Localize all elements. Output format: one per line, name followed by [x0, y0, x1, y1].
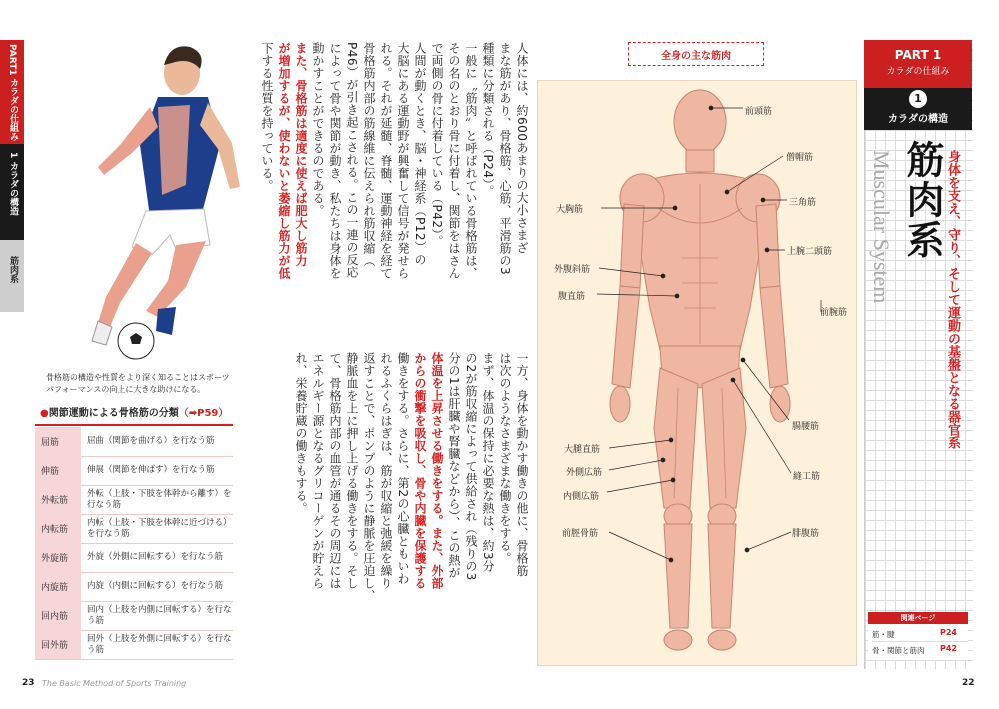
- text-column: 下する性質を持っている。: [260, 42, 274, 192]
- section-number-badge: 1: [909, 90, 927, 108]
- page-title-en: Muscular System: [869, 150, 894, 304]
- body-text: [250, 42, 530, 642]
- diagram-title: 全身の主な筋肉: [628, 42, 764, 66]
- section-title: カラダの構造: [888, 114, 948, 125]
- label-biceps: 上腕二頭筋: [787, 247, 833, 257]
- label-rectus-femoris: 大腿直筋: [564, 445, 601, 455]
- part-label: PART 1: [894, 48, 942, 62]
- related-divider: [872, 641, 968, 642]
- table-row: [35, 543, 233, 573]
- text-column: 働きをする。さらに、第2の心臓ともいわ: [396, 352, 410, 586]
- part-header: [864, 40, 972, 88]
- text-column: 静脈血を上に押し上げる働きをする。そし: [345, 352, 359, 590]
- label-pectoralis: 大胸筋: [556, 205, 584, 215]
- table-cell-name: 回外筋: [35, 630, 81, 659]
- table-cell-desc: 伸展（関節を伸ばす）を行なう筋: [87, 465, 215, 475]
- part-subtitle: カラダの仕組み: [886, 67, 950, 77]
- text-column: からの衝撃を吸収し、骨や内臓を保護する: [413, 352, 427, 590]
- left-tab-topic: 筋肉系: [8, 256, 18, 283]
- left-tab-part-label: PART1: [7, 44, 17, 76]
- table-cell-name: 回内筋: [35, 601, 81, 630]
- table-cell-name: 内旋筋: [35, 572, 81, 601]
- label-tibialis-anterior: 前脛骨筋: [562, 529, 599, 539]
- arrow-right-icon: ➡: [188, 408, 198, 419]
- left-tab-title: カラダの仕組み: [8, 78, 18, 141]
- text-column: れるふくらはぎは、筋が収縮と弛緩を繰り: [379, 352, 393, 590]
- table-cell-desc: 回外（上肢を外側に回転する）を行なう筋: [87, 633, 232, 655]
- text-column: 種類に分類される（P24）。: [481, 42, 495, 198]
- text-column: れ、栄養貯蔵の働きもする。: [294, 352, 308, 515]
- text-column: その名のとおり骨に付着し、関節をはさん: [447, 42, 461, 280]
- label-frontalis: 前頭筋: [745, 107, 773, 117]
- table-cell-name: 内転筋: [35, 514, 81, 543]
- text-column: 一般に〝筋肉〟と呼ばれている骨格筋は、: [464, 42, 478, 280]
- text-column: エネルギー源となるグリコーゲンが貯えら: [311, 352, 325, 590]
- section-header: [864, 88, 972, 130]
- label-external-oblique: 外腹斜筋: [554, 265, 591, 275]
- table-ref: P59: [197, 408, 219, 419]
- related-item-name: 骨・関節と筋肉: [872, 646, 925, 655]
- text-column: まず、体温の保持に必要な熱は、約3分: [481, 352, 495, 573]
- label-sartorius: 縫工筋: [793, 472, 821, 482]
- text-column: の2が筋収縮によって供給され（残りの3: [464, 352, 478, 581]
- text-column: まな筋があり、骨格筋、心筋、平滑筋の3: [498, 42, 512, 276]
- table-cell-name: 伸筋: [35, 456, 81, 485]
- table-row: [35, 485, 233, 515]
- table-title-text: 関節運動による骨格筋の分類: [48, 408, 179, 419]
- table-cell-desc: 内旋（内側に回転する）を行なう筋: [87, 581, 224, 591]
- table-cell-desc: 外旋（外側に回転する）を行なう筋: [87, 552, 224, 562]
- footer-book-title: The Basic Method of Sports Training: [42, 679, 187, 688]
- text-column: また、骨格筋は適度に使えば肥大し筋力: [294, 42, 308, 267]
- text-column: によって骨や関節が動き、私たちは身体を: [328, 42, 342, 280]
- related-item-name: 筋・腱: [872, 630, 895, 639]
- page-number-right: 22: [962, 678, 975, 688]
- table-cell-name: 屈筋: [35, 427, 81, 456]
- soccer-player-illustration: [40, 35, 250, 370]
- table-cell-desc: 回内（上肢を内側に回転する）を行なう筋: [87, 604, 232, 626]
- table-row: [35, 427, 233, 457]
- text-column: は次のようなさまざまな働きをする。: [498, 352, 512, 565]
- table-row: [35, 630, 233, 660]
- page-title-jp: 筋肉系: [900, 140, 944, 260]
- label-forearm: 前腕筋: [820, 308, 848, 318]
- table-top-rule: [35, 424, 233, 426]
- table-cell-name: 外旋筋: [35, 543, 81, 572]
- table-row: [35, 514, 233, 544]
- label-vastus-medialis: 内側広筋: [563, 492, 600, 502]
- table-title: ●関節運動による骨格筋の分類（➡P59）: [40, 408, 229, 419]
- label-trapezius: 僧帽筋: [786, 153, 814, 163]
- label-gastrocnemius: 腓腹筋: [792, 529, 820, 539]
- related-item-page[interactable]: P24: [940, 628, 957, 637]
- left-tab-section: 1 カラダの構造: [8, 152, 18, 216]
- text-column: て、骨格筋内部の血管が通るその周辺には: [328, 352, 342, 590]
- table-cell-desc: 屈曲（関節を曲げる）を行なう筋: [87, 436, 215, 446]
- text-column: 動かすことができるのである。: [311, 42, 325, 217]
- text-column: 骨格筋内部の筋線維に伝えられ筋収縮（: [362, 42, 376, 267]
- text-column: 体温を上昇させる働きをする。また、外部: [430, 352, 444, 590]
- text-column: 返すことで、ポンプのように静脈を圧迫し、: [362, 352, 376, 602]
- label-vastus-lateralis: 外側広筋: [566, 468, 603, 478]
- related-item-page[interactable]: P42: [940, 644, 957, 653]
- label-rectus-abdominis: 腹直筋: [558, 292, 586, 302]
- text-column: 一方、身体を動かす働きの他に、骨格筋: [515, 352, 529, 577]
- text-column: 人間が動くとき、脳・神経系（P12）の: [413, 42, 427, 267]
- table-row: [35, 456, 233, 486]
- related-pages-title: 関連ページ: [900, 614, 936, 622]
- label-leader-lines: [537, 80, 857, 666]
- text-column: 大脳にある運動野が興奮して信号が発せら: [396, 42, 410, 280]
- bullet-icon: ●: [40, 408, 49, 419]
- table-row: [35, 572, 233, 602]
- label-iliopsoas: 腸腰筋: [792, 422, 820, 432]
- table-cell-name: 外転筋: [35, 485, 81, 514]
- text-column: 人体には、約600あまりの大小さまざ: [515, 42, 529, 254]
- label-deltoid: 三角筋: [789, 198, 817, 208]
- text-column: P46）が引き起こされる。この一連の反応: [345, 42, 359, 279]
- text-column: が増加するが、使わないと萎縮し筋力が低: [277, 42, 291, 280]
- text-column: れる。それが延髄、脊髄、運動神経を経て: [379, 42, 393, 280]
- text-column: で両側の骨に付着している（P42）。: [430, 42, 444, 248]
- illustration-caption: 骨格筋の構造や性質をより深く知ることはスポーツパフォーマンスの向上に大きな助けになる。: [46, 373, 230, 394]
- table-cell-desc: 外転（上肢・下肢を体幹から離す）を行なう筋: [87, 488, 232, 510]
- text-column: 分の1は肝臓や腎臓などから）、この熱が: [447, 352, 461, 580]
- page-subtitle: 身体を支え、守り、そして運動の基盤となる器官系: [945, 150, 960, 449]
- table-cell-desc: 内転（上肢・下肢を体幹に近づける）を行なう筋: [87, 517, 232, 539]
- page-number-left: 23: [22, 678, 35, 688]
- table-row: [35, 601, 233, 631]
